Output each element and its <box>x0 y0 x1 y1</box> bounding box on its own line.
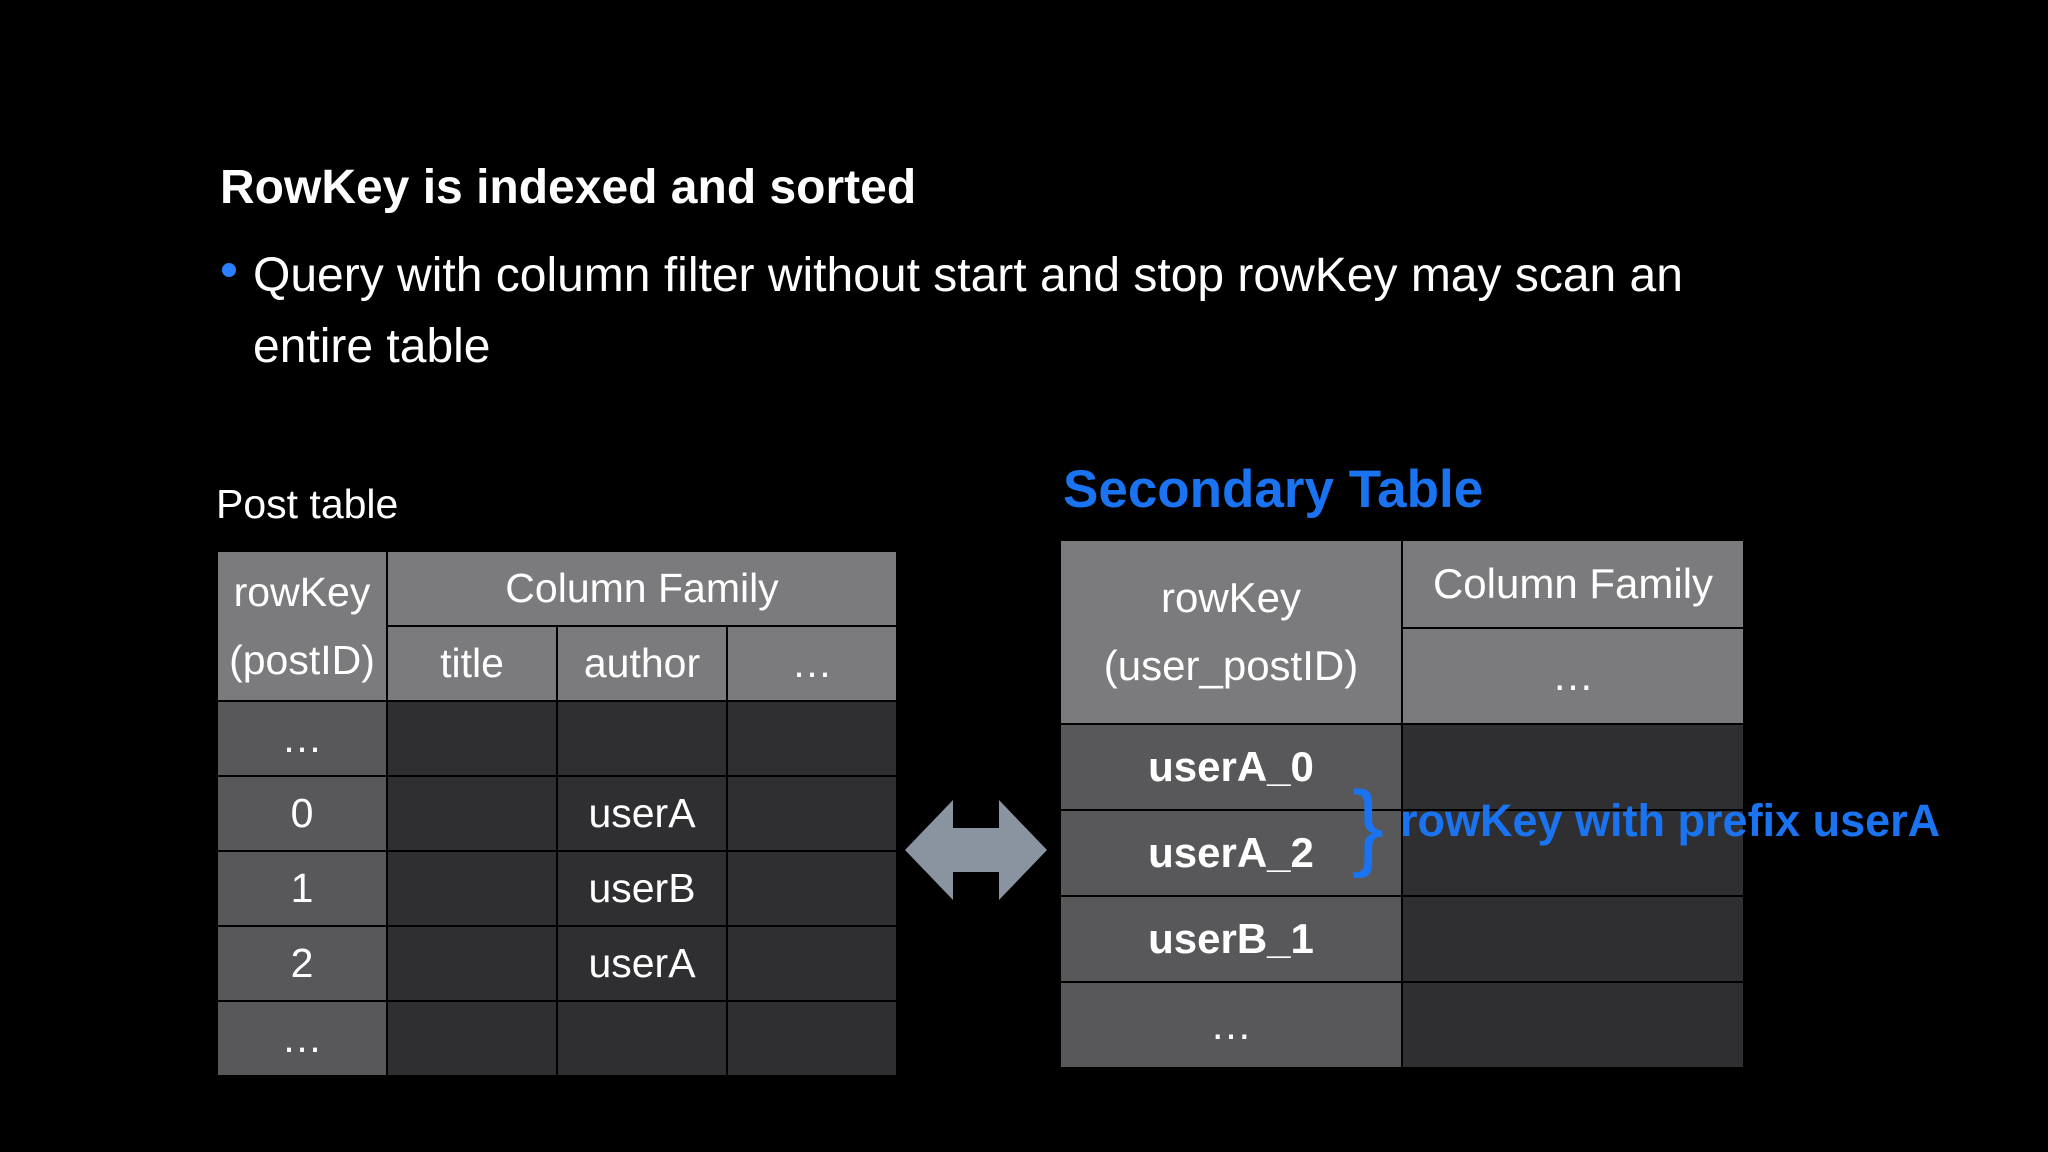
table-row <box>217 1001 897 1076</box>
post-table-column-family-header: Column Family <box>387 551 897 626</box>
row-key: 0 <box>217 776 387 851</box>
arrow-shape <box>905 800 1047 900</box>
author-cell: userA <box>557 776 727 851</box>
double-headed-arrow-icon <box>905 800 1047 900</box>
column-header-title: title <box>387 626 557 701</box>
author-cell <box>557 701 727 776</box>
secondary-table-title: Secondary Table <box>1063 460 1484 519</box>
table-row <box>1060 982 1744 1068</box>
row-key: … <box>217 701 387 776</box>
row-key: … <box>1060 982 1402 1068</box>
column-family-cell <box>1402 896 1744 982</box>
rowkey-header-label: rowKey <box>1160 574 1302 621</box>
table-row <box>217 926 897 1001</box>
rowkey-header-sublabel: (user_postID) <box>1103 642 1359 689</box>
brace-icon: } <box>1352 772 1385 879</box>
secondary-table-header-row <box>1060 540 1744 628</box>
row-key: userA_2 <box>1060 810 1402 896</box>
rowkey-header-sublabel: (postID) <box>229 637 375 683</box>
table-row <box>1060 896 1744 982</box>
author-cell: userA <box>557 926 727 1001</box>
row-key: userB_1 <box>1060 896 1402 982</box>
column-header-more: … <box>727 626 897 701</box>
bullet-text: Query with column filter without start and stop rowKey may scan an entire table <box>253 249 1683 373</box>
table-row <box>217 701 897 776</box>
column-family-cell <box>1402 982 1744 1068</box>
row-key: 2 <box>217 926 387 1001</box>
table-row <box>217 851 897 926</box>
title-cell <box>387 1001 557 1076</box>
slide-heading: RowKey is indexed and sorted <box>220 161 917 214</box>
post-table-caption: Post table <box>216 481 399 527</box>
extra-cell <box>727 1001 897 1076</box>
author-cell <box>557 1001 727 1076</box>
title-cell <box>387 776 557 851</box>
secondary-table-rowkey-header <box>1060 540 1402 724</box>
column-family-more: … <box>1402 628 1744 724</box>
author-cell: userB <box>557 851 727 926</box>
prefix-annotation-label: rowKey with prefix userA <box>1400 795 1941 846</box>
post-table-rowkey-header <box>217 551 387 701</box>
bullet-dot-icon <box>222 263 236 277</box>
rowkey-header-label: rowKey <box>233 569 371 615</box>
title-cell <box>387 701 557 776</box>
extra-cell <box>727 701 897 776</box>
row-key: 1 <box>217 851 387 926</box>
post-table-header-row <box>217 551 897 626</box>
extra-cell <box>727 926 897 1001</box>
row-key: … <box>217 1001 387 1076</box>
table-row <box>217 776 897 851</box>
row-key: userA_0 <box>1060 724 1402 810</box>
column-header-author: author <box>557 626 727 701</box>
title-cell <box>387 851 557 926</box>
post-table <box>216 550 898 1077</box>
extra-cell <box>727 776 897 851</box>
secondary-table-column-family-header: Column Family <box>1402 540 1744 628</box>
extra-cell <box>727 851 897 926</box>
title-cell <box>387 926 557 1001</box>
